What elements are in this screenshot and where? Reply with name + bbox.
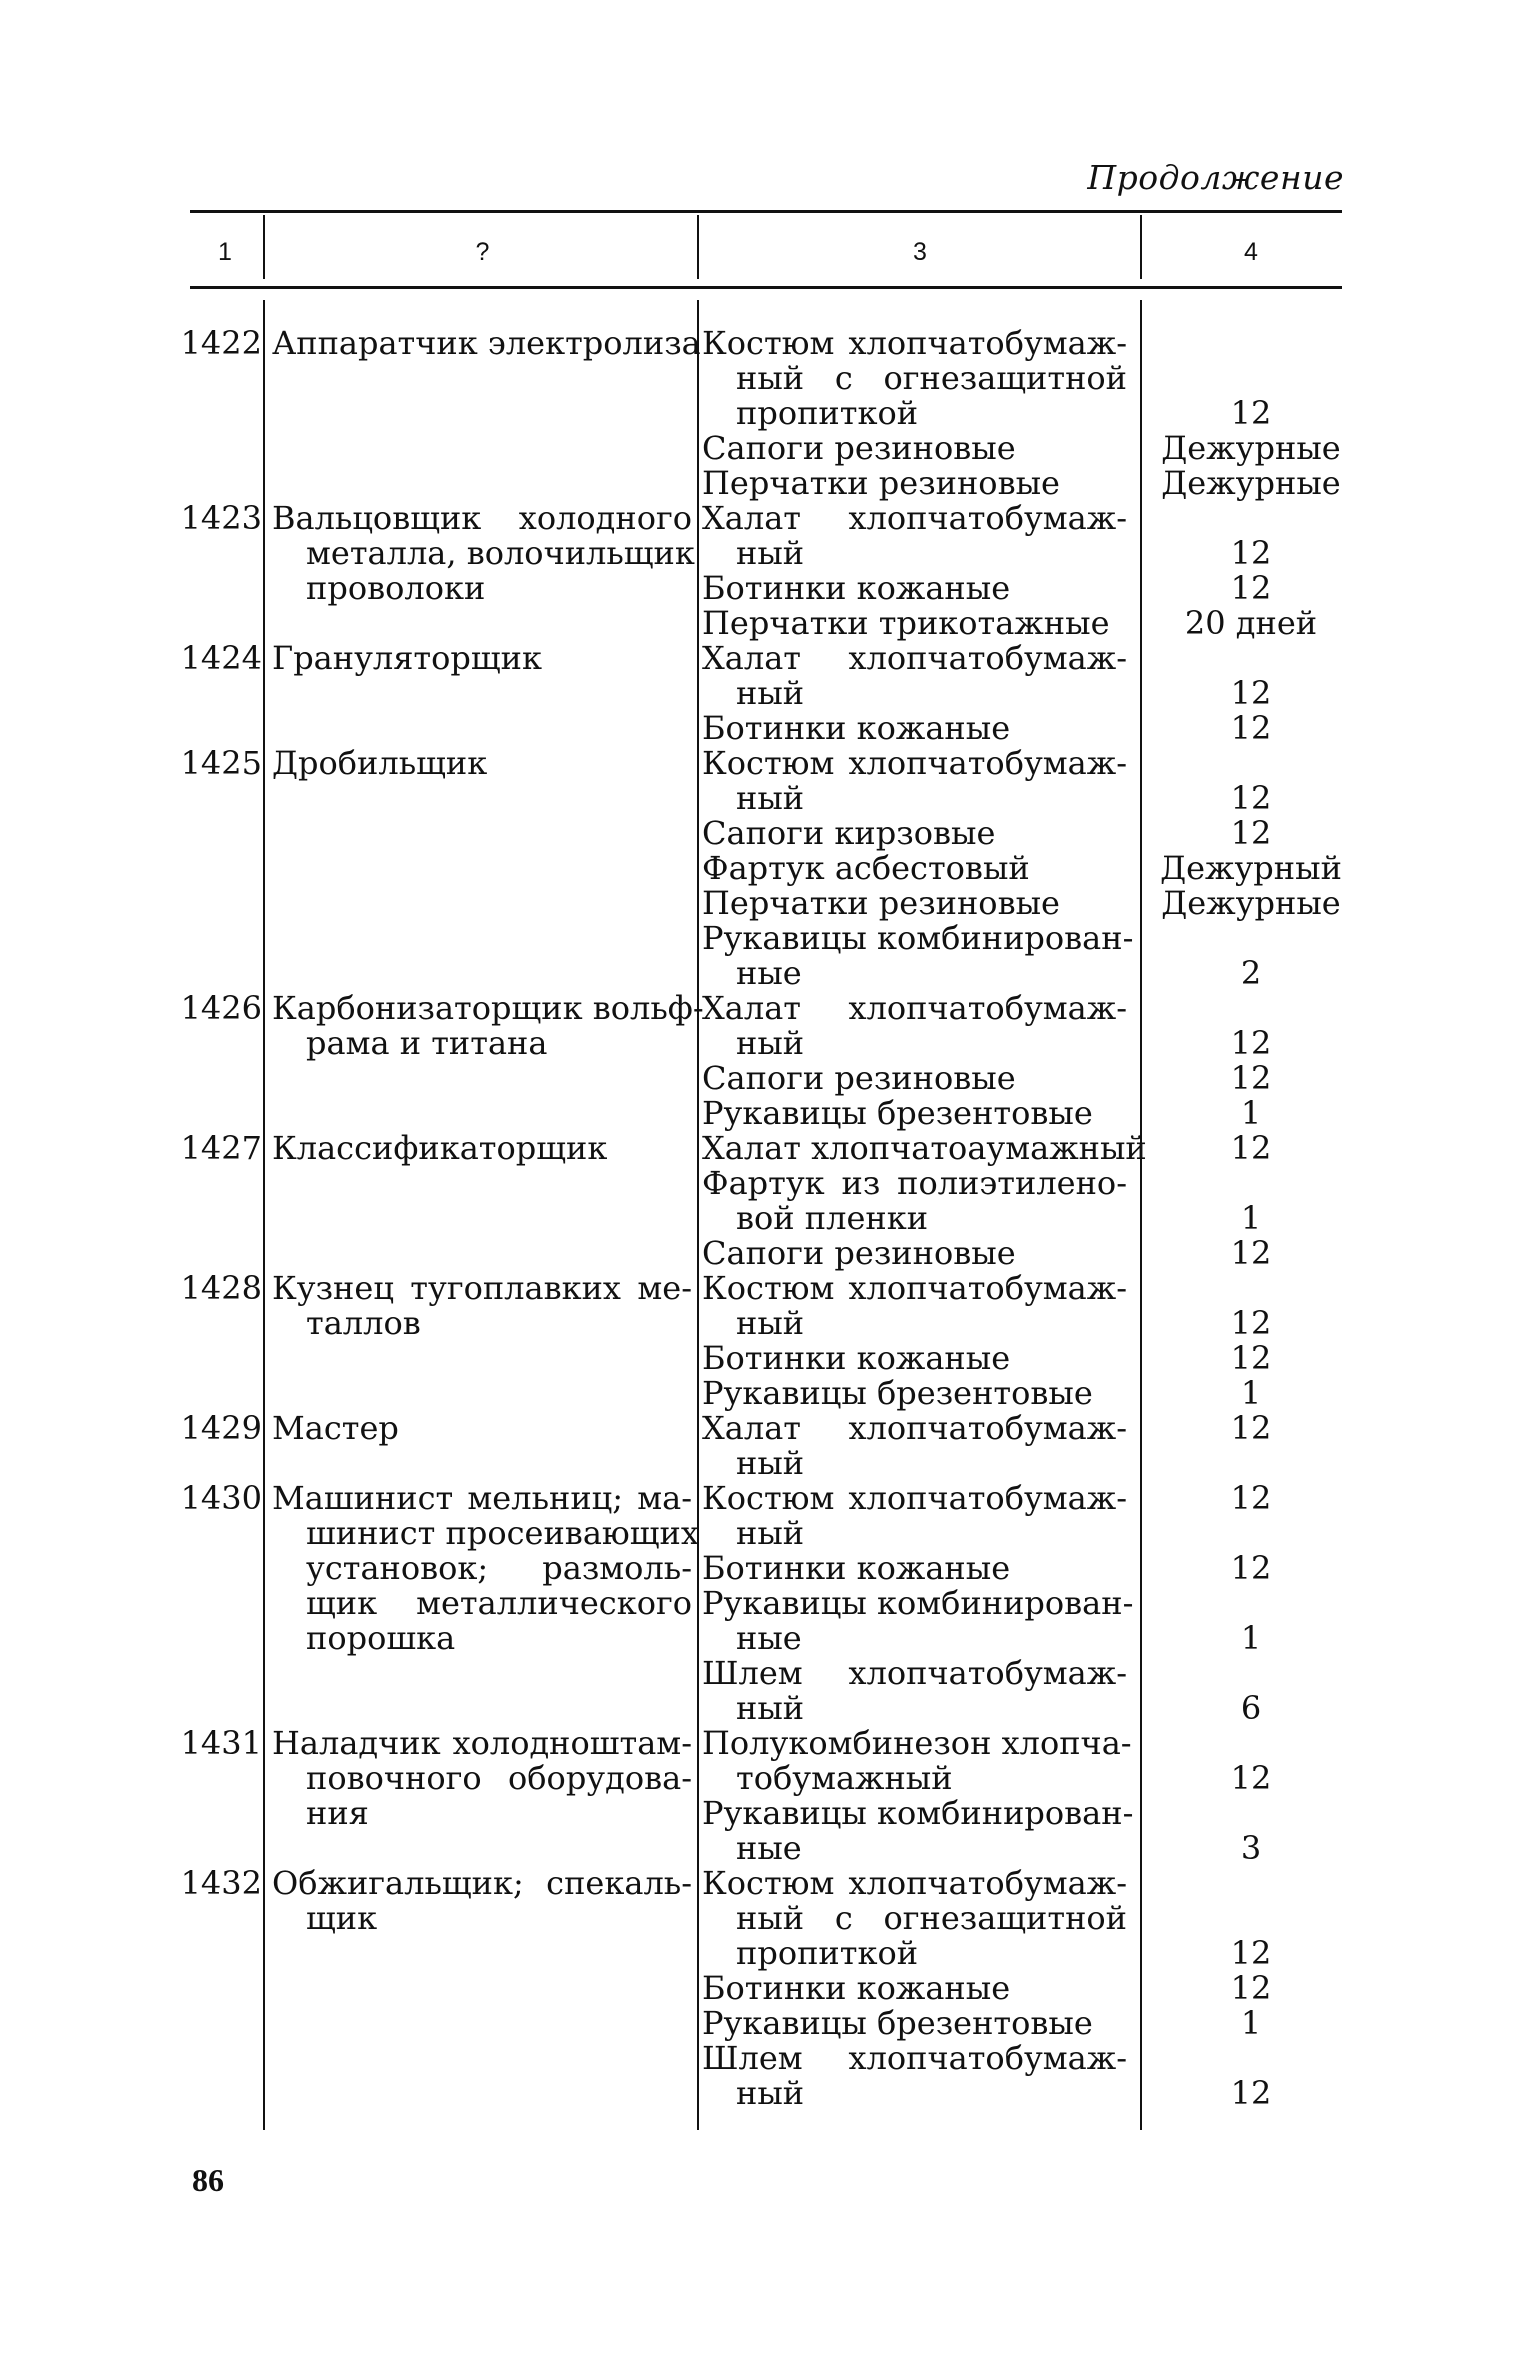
- wear-term: 20 дней: [1184, 604, 1318, 642]
- profession-line: порошка: [306, 1619, 456, 1657]
- profession-line: рама и титана: [306, 1024, 548, 1062]
- table-row: [0, 1726, 1536, 1866]
- profession-name: [272, 1271, 692, 1341]
- item-line: ный: [736, 1514, 805, 1552]
- item-line: тобумажный: [736, 1759, 953, 1797]
- table-header-rule: [190, 286, 1342, 289]
- wear-term-spacer: [1142, 1271, 1360, 1306]
- table-row: [0, 641, 1536, 746]
- wear-terms: [1142, 991, 1360, 1131]
- wear-term: 12: [1230, 1129, 1272, 1167]
- wear-terms: [1142, 1131, 1360, 1271]
- wear-term-spacer: [1142, 1516, 1360, 1551]
- item-line: Ботинки кожаные: [702, 1969, 1011, 2007]
- item-line: Сапоги резиновые: [702, 429, 1016, 467]
- item-line: Перчатки резиновые: [702, 884, 1060, 922]
- item-line: Халат хлопчатобумаж-: [702, 639, 1127, 677]
- wear-term: 1: [1240, 1094, 1262, 1132]
- wear-terms: [1142, 1411, 1360, 1481]
- item-line: Костюм хлопчатобумаж-: [702, 744, 1127, 782]
- protective-items: [702, 1129, 1147, 1272]
- protective-items: [702, 1411, 1127, 1481]
- item-line: Костюм хлопчатобумаж-: [702, 1864, 1127, 1902]
- wear-term: 12: [1230, 1409, 1272, 1447]
- item-line: пропиткой: [736, 394, 919, 432]
- wear-term: Дежурный: [1160, 849, 1342, 887]
- wear-term-spacer: [1142, 1901, 1360, 1936]
- wear-term-spacer: [1142, 1866, 1360, 1901]
- item-line: Ботинки кожаные: [702, 709, 1011, 747]
- profession-line: установок; размоль-: [306, 1549, 692, 1587]
- item-line: ный: [736, 1024, 805, 1062]
- wear-term: 12: [1230, 394, 1272, 432]
- item-line: Сапоги кирзовые: [702, 814, 996, 852]
- header-divider-2: [697, 215, 699, 279]
- profession-line: таллов: [306, 1304, 421, 1342]
- item-line: Ботинки кожаные: [702, 1339, 1011, 1377]
- item-line: Шлем хлопчатобумаж-: [702, 1654, 1127, 1692]
- profession-name: [272, 1131, 692, 1166]
- wear-term-spacer: [1142, 326, 1360, 361]
- protective-items: [702, 991, 1127, 1131]
- profession-line: повочного оборудова-: [306, 1759, 692, 1797]
- wear-terms: [1142, 1866, 1360, 2111]
- item-line: Костюм хлопчатобумаж-: [702, 1479, 1127, 1517]
- wear-terms: [1142, 641, 1360, 746]
- item-line: ные: [736, 1619, 802, 1657]
- wear-term: 1: [1240, 2004, 1262, 2042]
- item-line: ный: [736, 779, 805, 817]
- profession-code: 1427: [180, 1129, 262, 1167]
- item-line: Рукавицы комбинирован-: [702, 1794, 1134, 1832]
- profession-name: [272, 1479, 699, 1657]
- wear-term: 3: [1240, 1829, 1262, 1867]
- table-row: [0, 1481, 1536, 1726]
- item-line: ный с огнезащитной: [736, 1899, 1127, 1937]
- wear-term: 12: [1230, 2074, 1272, 2112]
- profession-line: Кузнец тугоплавких ме-: [272, 1269, 692, 1307]
- item-line: Перчатки трикотажные: [702, 604, 1110, 642]
- profession-name: [272, 1411, 692, 1446]
- table-row: [0, 1866, 1536, 2111]
- item-line: Халат хлопчатобумаж-: [702, 499, 1127, 537]
- table-row: [0, 1271, 1536, 1411]
- continued-label: Продолжение: [1087, 158, 1344, 197]
- table-row: [0, 1131, 1536, 1271]
- protective-items: [702, 1271, 1127, 1411]
- item-line: Ботинки кожаные: [702, 569, 1011, 607]
- protective-items: [702, 1866, 1127, 2111]
- wear-term-spacer: [1142, 991, 1360, 1026]
- item-line: Костюм хлопчатобумаж-: [702, 324, 1127, 362]
- wear-term: 12: [1230, 674, 1272, 712]
- profession-code: 1432: [180, 1864, 262, 1902]
- profession-code: 1428: [180, 1269, 262, 1307]
- wear-term-spacer: [1142, 921, 1360, 956]
- item-line: Шлем хлопчатобумаж-: [702, 2039, 1127, 2077]
- item-line: Костюм хлопчатобумаж-: [702, 1269, 1127, 1307]
- profession-line: ния: [306, 1794, 369, 1832]
- wear-term: 12: [1230, 534, 1272, 572]
- profession-line: Вальцовщик холодного: [272, 499, 692, 537]
- profession-line: проволоки: [306, 569, 486, 607]
- item-line: пропиткой: [736, 1934, 919, 1972]
- item-line: Рукавицы комбинирован-: [702, 1584, 1134, 1622]
- item-line: ный: [736, 1444, 805, 1482]
- header-divider-1: [263, 215, 265, 279]
- wear-term: 12: [1230, 779, 1272, 817]
- profession-line: Грануляторщик: [272, 639, 542, 677]
- wear-term-spacer: [1142, 1446, 1360, 1481]
- wear-term: 12: [1230, 1234, 1272, 1272]
- item-line: вой пленки: [736, 1199, 929, 1237]
- protective-items: [702, 744, 1134, 992]
- item-line: Полукомбинезон хлопча-: [702, 1724, 1132, 1762]
- wear-term-spacer: [1142, 2041, 1360, 2076]
- wear-term: 12: [1230, 1024, 1272, 1062]
- table-row: [0, 991, 1536, 1131]
- profession-line: Классификаторщик: [272, 1129, 608, 1167]
- profession-line: Обжигальщик; спекаль-: [272, 1864, 692, 1902]
- wear-terms: [1142, 1481, 1360, 1726]
- item-line: Халат хлопчатобумаж-: [702, 989, 1127, 1027]
- table-top-rule: [190, 210, 1342, 213]
- wear-term: 12: [1230, 1969, 1272, 2007]
- wear-terms: [1142, 326, 1360, 501]
- wear-term-spacer: [1142, 361, 1360, 396]
- profession-name: [272, 1866, 692, 1936]
- wear-term-spacer: [1142, 1656, 1360, 1691]
- wear-term: 12: [1230, 709, 1272, 747]
- profession-line: Наладчик холодноштам-: [272, 1724, 692, 1762]
- wear-term-spacer: [1142, 1166, 1360, 1201]
- wear-term: 12: [1230, 1059, 1272, 1097]
- wear-term-spacer: [1142, 1726, 1360, 1761]
- wear-term-spacer: [1142, 641, 1360, 676]
- protective-items: [702, 1479, 1134, 1727]
- profession-name: [272, 1726, 692, 1831]
- profession-code: 1423: [180, 499, 262, 537]
- header-col-1: 1: [218, 238, 232, 266]
- wear-term: 1: [1240, 1619, 1262, 1657]
- item-line: ный: [736, 534, 805, 572]
- profession-name: [272, 989, 704, 1062]
- wear-term: 12: [1230, 814, 1272, 852]
- wear-term: 12: [1230, 1479, 1272, 1517]
- profession-line: металла, волочильщик: [306, 534, 695, 572]
- item-line: Сапоги резиновые: [702, 1059, 1016, 1097]
- table-row: [0, 746, 1536, 991]
- item-line: ный: [736, 2074, 805, 2112]
- item-line: Перчатки резиновые: [702, 464, 1060, 502]
- item-line: ные: [736, 954, 802, 992]
- wear-term: 12: [1230, 1549, 1272, 1587]
- profession-line: шинист просеивающих: [306, 1514, 699, 1552]
- protective-items: [702, 326, 1127, 501]
- wear-terms: [1142, 1726, 1360, 1866]
- wear-term-spacer: [1142, 1586, 1360, 1621]
- profession-name: [272, 324, 701, 362]
- wear-term: 12: [1230, 1304, 1272, 1342]
- profession-code: 1425: [180, 744, 262, 782]
- wear-term-spacer: [1142, 1796, 1360, 1831]
- profession-line: Машинист мельниц; ма-: [272, 1479, 692, 1517]
- wear-term: Дежурные: [1161, 884, 1341, 922]
- wear-term: Дежурные: [1161, 464, 1341, 502]
- wear-term: 6: [1240, 1689, 1262, 1727]
- item-line: ные: [736, 1829, 802, 1867]
- header-col-3: 3: [913, 238, 927, 266]
- header-col-2: ?: [475, 238, 490, 266]
- wear-term: 12: [1230, 1759, 1272, 1797]
- wear-term: 1: [1240, 1374, 1262, 1412]
- protective-items: [702, 501, 1127, 641]
- profession-line: щик: [306, 1899, 378, 1937]
- table-row: [0, 501, 1536, 641]
- wear-term-spacer: [1142, 501, 1360, 536]
- profession-code: 1430: [180, 1479, 262, 1517]
- item-line: Рукавицы комбинирован-: [702, 919, 1134, 957]
- table-row: [0, 1411, 1536, 1481]
- item-line: ный: [736, 1304, 805, 1342]
- profession-line: Аппаратчик электролиза: [272, 324, 701, 362]
- header-col-4: 4: [1244, 238, 1258, 266]
- page-number: 86: [192, 2162, 224, 2198]
- item-line: Ботинки кожаные: [702, 1549, 1011, 1587]
- item-line: Фартук из полиэтилено-: [702, 1164, 1127, 1202]
- profession-line: Дробильщик: [272, 744, 488, 782]
- wear-term: 12: [1230, 569, 1272, 607]
- item-line: ный: [736, 1689, 805, 1727]
- item-line: Рукавицы брезентовые: [702, 1094, 1093, 1132]
- wear-term: Дежурные: [1161, 429, 1341, 467]
- item-line: Халат хлопчатобумаж-: [702, 1409, 1127, 1447]
- wear-term: 12: [1230, 1934, 1272, 1972]
- profession-line: щик металлического: [306, 1584, 692, 1622]
- wear-terms: [1142, 746, 1360, 991]
- item-line: ный с огнезащитной: [736, 359, 1127, 397]
- profession-code: 1424: [180, 639, 262, 677]
- profession-line: Мастер: [272, 1409, 399, 1447]
- profession-name: [272, 746, 692, 781]
- wear-term: 1: [1240, 1199, 1262, 1237]
- header-divider-3: [1140, 215, 1142, 279]
- item-line: Фартук асбестовый: [702, 849, 1030, 887]
- profession-name: [272, 499, 695, 607]
- item-line: Рукавицы брезентовые: [702, 1374, 1093, 1412]
- table-row: [0, 326, 1536, 501]
- item-line: Халат хлопчатоаумажный: [702, 1129, 1147, 1167]
- wear-terms: [1142, 501, 1360, 641]
- profession-name: [272, 641, 692, 676]
- profession-code: 1426: [180, 989, 262, 1027]
- item-line: ный: [736, 674, 805, 712]
- profession-code: 1431: [180, 1724, 262, 1762]
- profession-code: 1422: [180, 324, 262, 362]
- wear-terms: [1142, 1271, 1360, 1411]
- profession-code: 1429: [180, 1409, 262, 1447]
- protective-items: [702, 641, 1127, 746]
- wear-term: 2: [1240, 954, 1262, 992]
- wear-term: 12: [1230, 1339, 1272, 1377]
- item-line: Сапоги резиновые: [702, 1234, 1016, 1272]
- item-line: Рукавицы брезентовые: [702, 2004, 1093, 2042]
- wear-term-spacer: [1142, 746, 1360, 781]
- protective-items: [702, 1724, 1134, 1867]
- profession-line: Карбонизаторщик вольф-: [272, 989, 704, 1027]
